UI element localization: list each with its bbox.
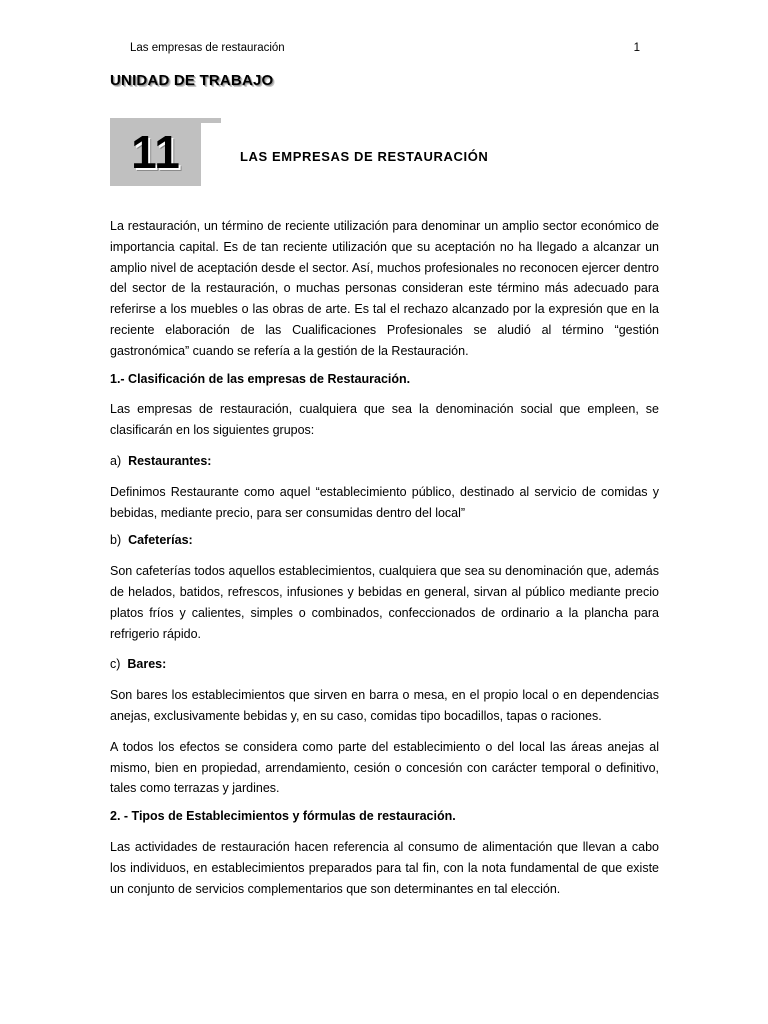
section-1-intro: Las empresas de restauración, cualquiera que sea la denominación social que empleen, se clasificarán en los siguientes grupos: bbox=[110, 402, 659, 438]
item-b-heading bbox=[110, 530, 659, 551]
section-1-heading-text: 1.- Clasificación de las empresas de Restauración. bbox=[110, 371, 411, 386]
item-c-paragraph: Son bares los establecimientos que sirven en barra o mesa, en el propio local o en dependencias anejas, exclusivamente bebidas y, en su caso, comidas tipo bocadillos, tapas o raciones. bbox=[110, 688, 659, 723]
unit-number: 11 bbox=[131, 126, 180, 178]
section-1-heading bbox=[110, 369, 659, 390]
item-b-paragraph: Son cafeterías todos aquellos establecimientos, cualquiera que sea su denominación que, además de helados, batidos, refrescos, infusiones y bebidas en general, sirvan al público mediante precio platos fríos y calientes, simples o combinados, confeccionados de ordinario a la plancha para refrigerio rápido. bbox=[110, 564, 659, 641]
item-a-marker: a) bbox=[110, 453, 122, 468]
item-a-paragraph: Definimos Restaurante como aquel “establecimiento público, destinado al servicio de comidas y bebidas, mediante precio, para ser consumidas dentro del local” bbox=[110, 484, 659, 520]
item-b-marker: b) bbox=[110, 533, 122, 548]
item-c-marker: c) bbox=[110, 657, 121, 672]
section-2-heading bbox=[110, 806, 659, 827]
item-c-note: A todos los efectos se considera como parte del establecimiento o del local las áreas anejas al mismo, bien en propiedad, arrendamiento, cesión o concesión con carácter temporal o definitivo, tales como terrazas y jardines. bbox=[110, 739, 659, 796]
unit-number-box bbox=[110, 118, 201, 186]
chapter-title: LAS EMPRESAS DE RESTAURACIÓN bbox=[240, 149, 489, 164]
unit-box-notch bbox=[201, 118, 221, 123]
item-b-label: Cafeterías: bbox=[128, 533, 193, 548]
page-header bbox=[130, 42, 640, 58]
item-a-label: Restaurantes: bbox=[128, 453, 212, 468]
item-c-heading bbox=[110, 654, 659, 675]
item-c-label: Bares: bbox=[127, 657, 167, 672]
section-2-paragraph: Las actividades de restauración hacen referencia al consumo de alimentación que llevan a cabo los individuos, en establecimientos preparados para tal fin, con la nota fundamental de que existe un conjunto de servicios complementarios que son determinantes en tal elección. bbox=[110, 839, 659, 896]
item-a-heading bbox=[110, 451, 659, 472]
intro-paragraph: La restauración, un término de reciente utilización para denominar un amplio sector económico de importancia capital. Es de tan reciente utilización que su aceptación no ha llegado a alcanzar un amplio nivel de aceptación desde el sector. Así, muchos profesionales no reconocen ejercer dentro del sector de la restauración, o muchas personas consideran este término más adecuado para referirse a los muebles o las obras de arte. Es tal el rechazo alcanzado por la expresión que en la reciente elaboración de las Cualificaciones Profesionales se aludió al término “gestión gastronómica” cuando se refería a la gestión de la Restauración. bbox=[110, 219, 659, 358]
page-number: 1 bbox=[633, 42, 640, 54]
unit-heading: UNIDAD DE TRABAJO bbox=[110, 72, 274, 89]
section-2-heading-text: 2. - Tipos de Establecimientos y fórmulas de restauración. bbox=[110, 809, 456, 824]
running-title: Las empresas de restauración bbox=[130, 42, 285, 54]
document-body bbox=[110, 216, 659, 899]
